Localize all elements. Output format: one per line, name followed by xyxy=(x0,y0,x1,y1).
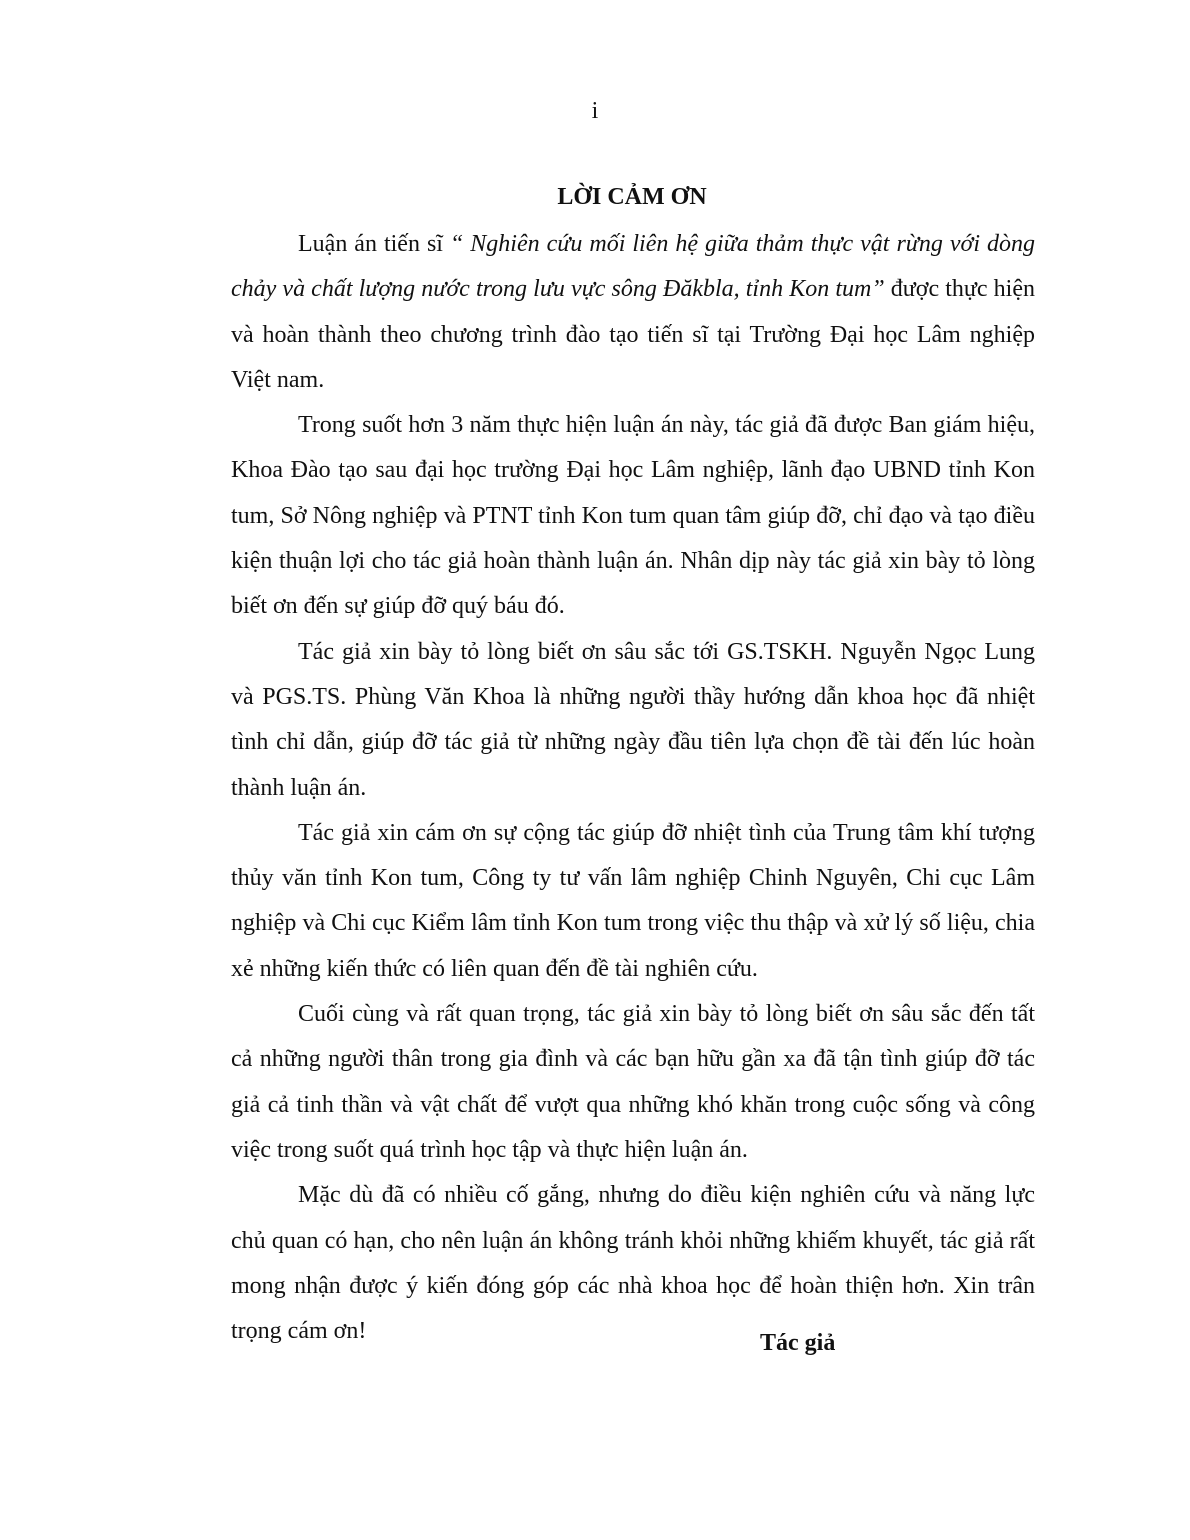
paragraph-rest: được thực hiện và hoàn thành theo chương trình đào tạo tiến sĩ tại Trường Đại học Lâm nghiệp Việt nam. xyxy=(231,276,1035,393)
page-title: LỜI CẢM ƠN xyxy=(557,184,707,210)
paragraph-collaborator-thanks: Tác giả xin cám ơn sự cộng tác giúp đỡ nhiệt tình của Trung tâm khí tượng thủy văn tỉnh Kon tum, Công ty tư vấn lâm nghiệp Chinh Nguyên, Chi cục Lâm nghiệp và Chi cục Kiểm lâm tỉnh Kon tum trong việc thu thập và xử lý số liệu, chia xẻ những kiến thức có liên quan đến đề tài nghiên cứu. xyxy=(231,819,1035,982)
paragraph-thesis-intro xyxy=(231,222,1035,403)
paragraph-lead: Luận án tiến sĩ xyxy=(298,231,450,257)
thesis-title: “ Nghiên cứu mối liên hệ giữa thảm thực vật rừng với dòng chảy và chất lượng nước trong lưu vực sông Đăkbla, tỉnh Kon tum” xyxy=(231,231,1035,303)
paragraph-institutional-thanks: Trong suốt hơn 3 năm thực hiện luận án này, tác giả đã được Ban giám hiệu, Khoa Đào tạo sau đại học trường Đại học Lâm nghiệp, lãnh đạo UBND tỉnh Kon tum, Sở Nông nghiệp và PTNT tỉnh Kon tum quan tâm giúp đỡ, chỉ đạo và tạo điều kiện thuận lợi cho tác giả hoàn thành luận án. Nhân dịp này tác giả xin bày tỏ lòng biết ơn đến sự giúp đỡ quý báu đó. xyxy=(231,412,1035,620)
signature: Tác giả xyxy=(760,1330,836,1356)
page-number: i xyxy=(591,98,599,124)
paragraph-closing: Mặc dù đã có nhiều cố gắng, nhưng do điều kiện nghiên cứu và năng lực chủ quan có hạn, cho nên luận án không tránh khỏi những khiếm khuyết, tác giả rất mong nhận được ý kiến đóng góp các nhà khoa học để hoàn thiện hơn. Xin trân trọng cám ơn! xyxy=(231,1182,1035,1345)
body-text xyxy=(231,222,1035,1354)
paragraph-family-thanks: Cuối cùng và rất quan trọng, tác giả xin bày tỏ lòng biết ơn sâu sắc đến tất cả những người thân trong gia đình và các bạn hữu gần xa đã tận tình giúp đỡ tác giả cả tinh thần và vật chất để vượt qua những khó khăn trong cuộc sống và công việc trong suốt quá trình học tập và thực hiện luận án. xyxy=(231,1001,1035,1163)
paragraph-supervisor-thanks: Tác giả xin bày tỏ lòng biết ơn sâu sắc tới GS.TSKH. Nguyễn Ngọc Lung và PGS.TS. Phùng Văn Khoa là những người thầy hướng dẫn khoa học đã nhiệt tình chỉ dẫn, giúp đỡ tác giả từ những ngày đầu tiên lựa chọn đề tài đến lúc hoàn thành luận án. xyxy=(231,638,1035,801)
